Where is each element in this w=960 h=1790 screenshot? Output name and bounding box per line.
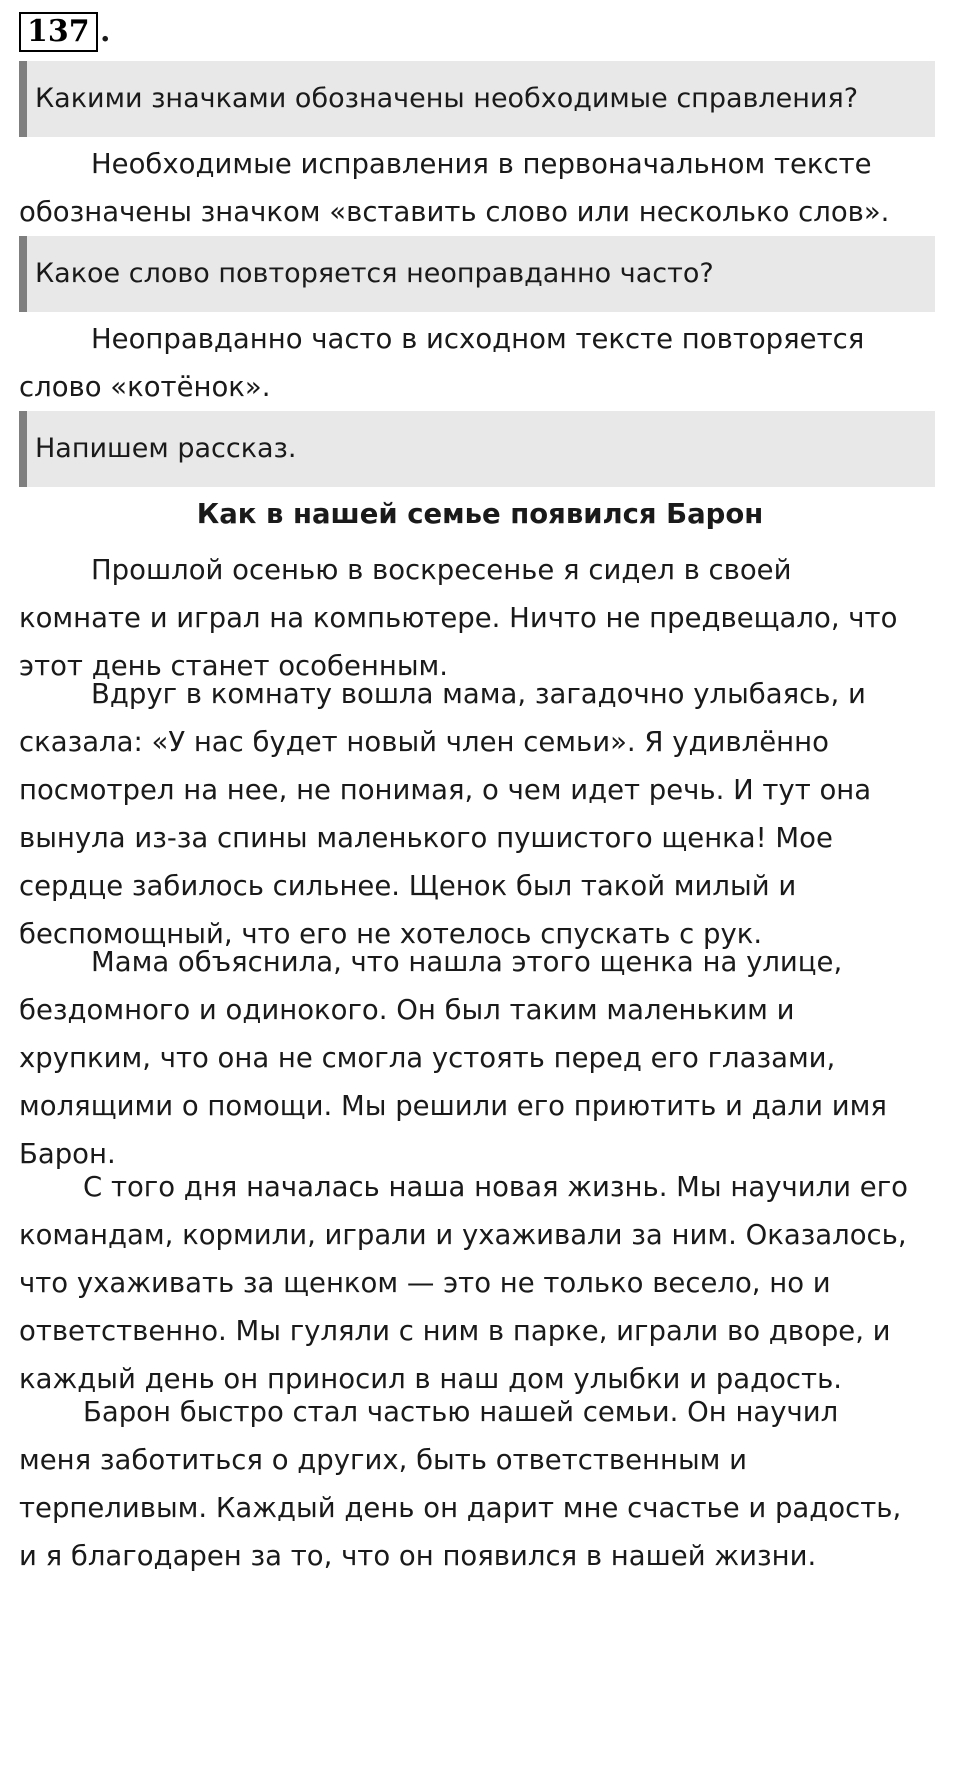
question-box — [19, 236, 935, 312]
text-line: Барон быстро стал частью нашей семьи. Он научил — [83, 1396, 839, 1428]
text-line: и я благодарен за то, что он появился в нашей жизни. — [19, 1540, 817, 1572]
text-line: обозначены значком «вставить слово или несколько слов». — [19, 196, 890, 228]
story-paragraph — [19, 1163, 939, 1403]
text-line: молящими о помощи. Мы решили его приютить и дали имя — [19, 1090, 887, 1122]
answer-paragraph — [19, 315, 939, 411]
text-line: С того дня началась наша новая жизнь. Мы научили его — [83, 1171, 908, 1203]
text-line: вынула из-за спины маленького пушистого щенка! Мое — [19, 822, 833, 854]
story-paragraph — [19, 938, 939, 1178]
answer-paragraph — [19, 140, 939, 236]
text-line: Неоправданно часто в исходном тексте повторяется — [91, 323, 865, 355]
text-line: этот день станет особенным. — [19, 650, 449, 682]
story-paragraph — [19, 546, 939, 690]
text-line: ответственно. Мы гуляли с ним в парке, играли во дворе, и — [19, 1315, 891, 1347]
text-line: Мама объяснила, что нашла этого щенка на улице, — [91, 946, 843, 978]
text-line: командам, кормили, играли и ухаживали за ним. Оказалось, — [19, 1219, 907, 1251]
text-line: беспомощный, что его не хотелось спускать с рук. — [19, 918, 763, 950]
text-line: Необходимые исправления в первоначальном тексте — [91, 148, 872, 180]
text-line: комнате и играл на компьютере. Ничто не предвещало, что — [19, 602, 898, 634]
text-line: бездомного и одинокого. Он был таким маленьким и — [19, 994, 795, 1026]
text-line: слово «котёнок». — [19, 371, 271, 403]
task-number-dot: . — [100, 14, 111, 49]
question-box — [19, 411, 935, 487]
text-line: сказала: «У нас будет новый член семьи». Я удивлённо — [19, 726, 829, 758]
text-line: хрупким, что она не смогла устоять перед его глазами, — [19, 1042, 836, 1074]
text-line: меня заботиться о других, быть ответственным и — [19, 1444, 748, 1476]
text-line: терпеливым. Каждый день он дарит мне счастье и радость, — [19, 1492, 902, 1524]
text-line: Барон. — [19, 1138, 116, 1170]
text-line: что ухаживать за щенком — это не только весело, но и — [19, 1267, 831, 1299]
question-text: Напишем рассказ. — [35, 433, 297, 464]
question-text: Какими значками обозначены необходимые справления? — [35, 83, 859, 114]
text-line: сердце забилось сильнее. Щенок был такой милый и — [19, 870, 797, 902]
story-title: Как в нашей семье появился Барон — [196, 498, 764, 530]
task-number: 137 — [27, 14, 90, 49]
story-paragraph — [19, 1388, 939, 1580]
story-paragraph — [19, 670, 939, 958]
question-text: Какое слово повторяется неоправданно часто? — [35, 258, 714, 289]
text-line: Прошлой осенью в воскресенье я сидел в своей — [91, 554, 792, 586]
task-number-box — [19, 12, 98, 52]
text-line: каждый день он приносил в наш дом улыбки и радость. — [19, 1363, 843, 1395]
text-line: Вдруг в комнату вошла мама, загадочно улыбаясь, и — [91, 678, 866, 710]
question-box — [19, 61, 935, 137]
text-line: посмотрел на нее, не понимая, о чем идет речь. И тут она — [19, 774, 872, 806]
